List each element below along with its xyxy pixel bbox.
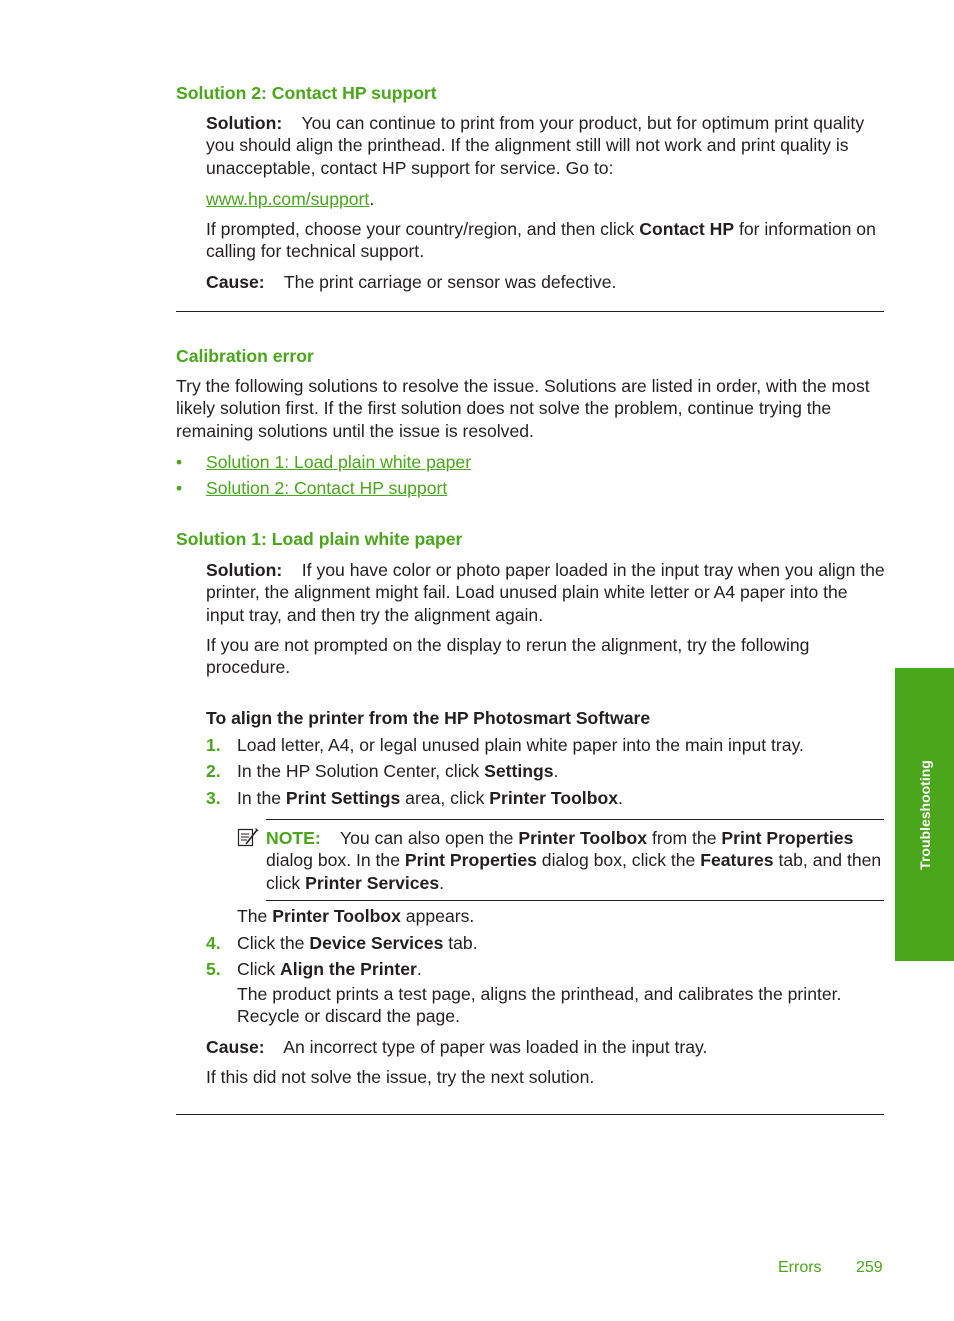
note-icon	[237, 827, 259, 849]
procedure-heading: To align the printer from the HP Photosmart Software	[206, 708, 651, 728]
page-number: 259	[856, 1259, 883, 1276]
step-number: 2.	[206, 761, 221, 781]
final-paragraph: If this did not solve the issue, try the next solution.	[206, 1067, 595, 1087]
solution-paragraph	[206, 112, 886, 179]
toolbox-appears-text: The Printer Toolbox appears.	[237, 906, 475, 926]
bullet-icon: •	[176, 452, 183, 472]
cause-label: Cause:	[206, 272, 265, 292]
step-5-result: The product prints a test page, aligns the printhead, and calibrates the printer. Recycle or discard the page.	[237, 984, 842, 1027]
cause-paragraph	[206, 1036, 886, 1058]
step-text: In the HP Solution Center, click Settings.	[237, 761, 559, 781]
side-tab-troubleshooting	[895, 668, 954, 961]
support-link[interactable]: www.hp.com/support	[206, 189, 370, 209]
section-heading-load-paper: Solution 1: Load plain white paper	[176, 529, 463, 549]
section-heading-contact-support: Solution 2: Contact HP support	[176, 83, 437, 103]
solution-label: Solution:	[206, 113, 283, 133]
solution-2-link[interactable]: Solution 2: Contact HP support	[206, 478, 448, 498]
step-number: 1.	[206, 735, 221, 755]
solution-text: If you have color or photo paper loaded in the input tray when you align the printer, the alignment might fail. Load unused plain white letter or A4 paper into the input tray, and then try the alignment again.	[206, 560, 885, 625]
solution-label: Solution:	[206, 560, 283, 580]
step-text: Load letter, A4, or legal unused plain white paper into the main input tray.	[237, 735, 804, 755]
note-text: NOTE: You can also open the Printer Toolbox from the Print Properties dialog box. In the Print Properties dialog box, click the Features tab, and then click Printer Services.	[266, 828, 882, 893]
step-number: 4.	[206, 933, 221, 953]
cause-label: Cause:	[206, 1037, 265, 1057]
solution-paragraph	[206, 559, 886, 626]
note-label: NOTE:	[266, 828, 321, 848]
section-divider	[176, 1114, 884, 1115]
note-top-rule	[266, 819, 884, 820]
cause-paragraph	[206, 271, 886, 293]
prompt-text-end: for information on calling for technical support.	[206, 219, 876, 262]
step-text: Click the Device Services tab.	[237, 933, 478, 953]
solution-text: You can continue to print from your product, but for optimum print quality you should align the printhead. If the alignment still will not work and print quality is unacceptable, contact HP support for service. Go to:	[206, 113, 865, 178]
cause-text: The print carriage or sensor was defective.	[283, 272, 617, 292]
support-link-line	[206, 188, 886, 210]
section-divider	[176, 311, 884, 312]
prompt-paragraph	[206, 218, 886, 263]
solution-1-link[interactable]: Solution 1: Load plain white paper	[206, 452, 472, 472]
intro-paragraph: Try the following solutions to resolve the issue. Solutions are listed in order, with the most likely solution first. If the first solution does not solve the problem, continue trying the remaining solutions until the issue is resolved.	[176, 376, 870, 441]
side-tab-label: Troubleshooting	[916, 759, 933, 870]
footer-section: Errors	[778, 1259, 822, 1276]
cause-text: An incorrect type of paper was loaded in the input tray.	[283, 1037, 708, 1057]
note-bottom-rule	[266, 900, 884, 901]
section-heading-calibration-error: Calibration error	[176, 346, 314, 366]
step-number: 3.	[206, 788, 221, 808]
step-number: 5.	[206, 959, 221, 979]
step-text: Click Align the Printer.	[237, 959, 422, 979]
link-suffix: .	[369, 189, 375, 209]
step-text: In the Print Settings area, click Printer Toolbox.	[237, 788, 623, 808]
bullet-icon: •	[176, 478, 183, 498]
rerun-paragraph: If you are not prompted on the display to rerun the alignment, try the following procedure.	[206, 635, 810, 678]
contact-hp-label: Contact HP	[639, 219, 735, 239]
prompt-text: If prompted, choose your country/region, and then click	[206, 219, 640, 239]
